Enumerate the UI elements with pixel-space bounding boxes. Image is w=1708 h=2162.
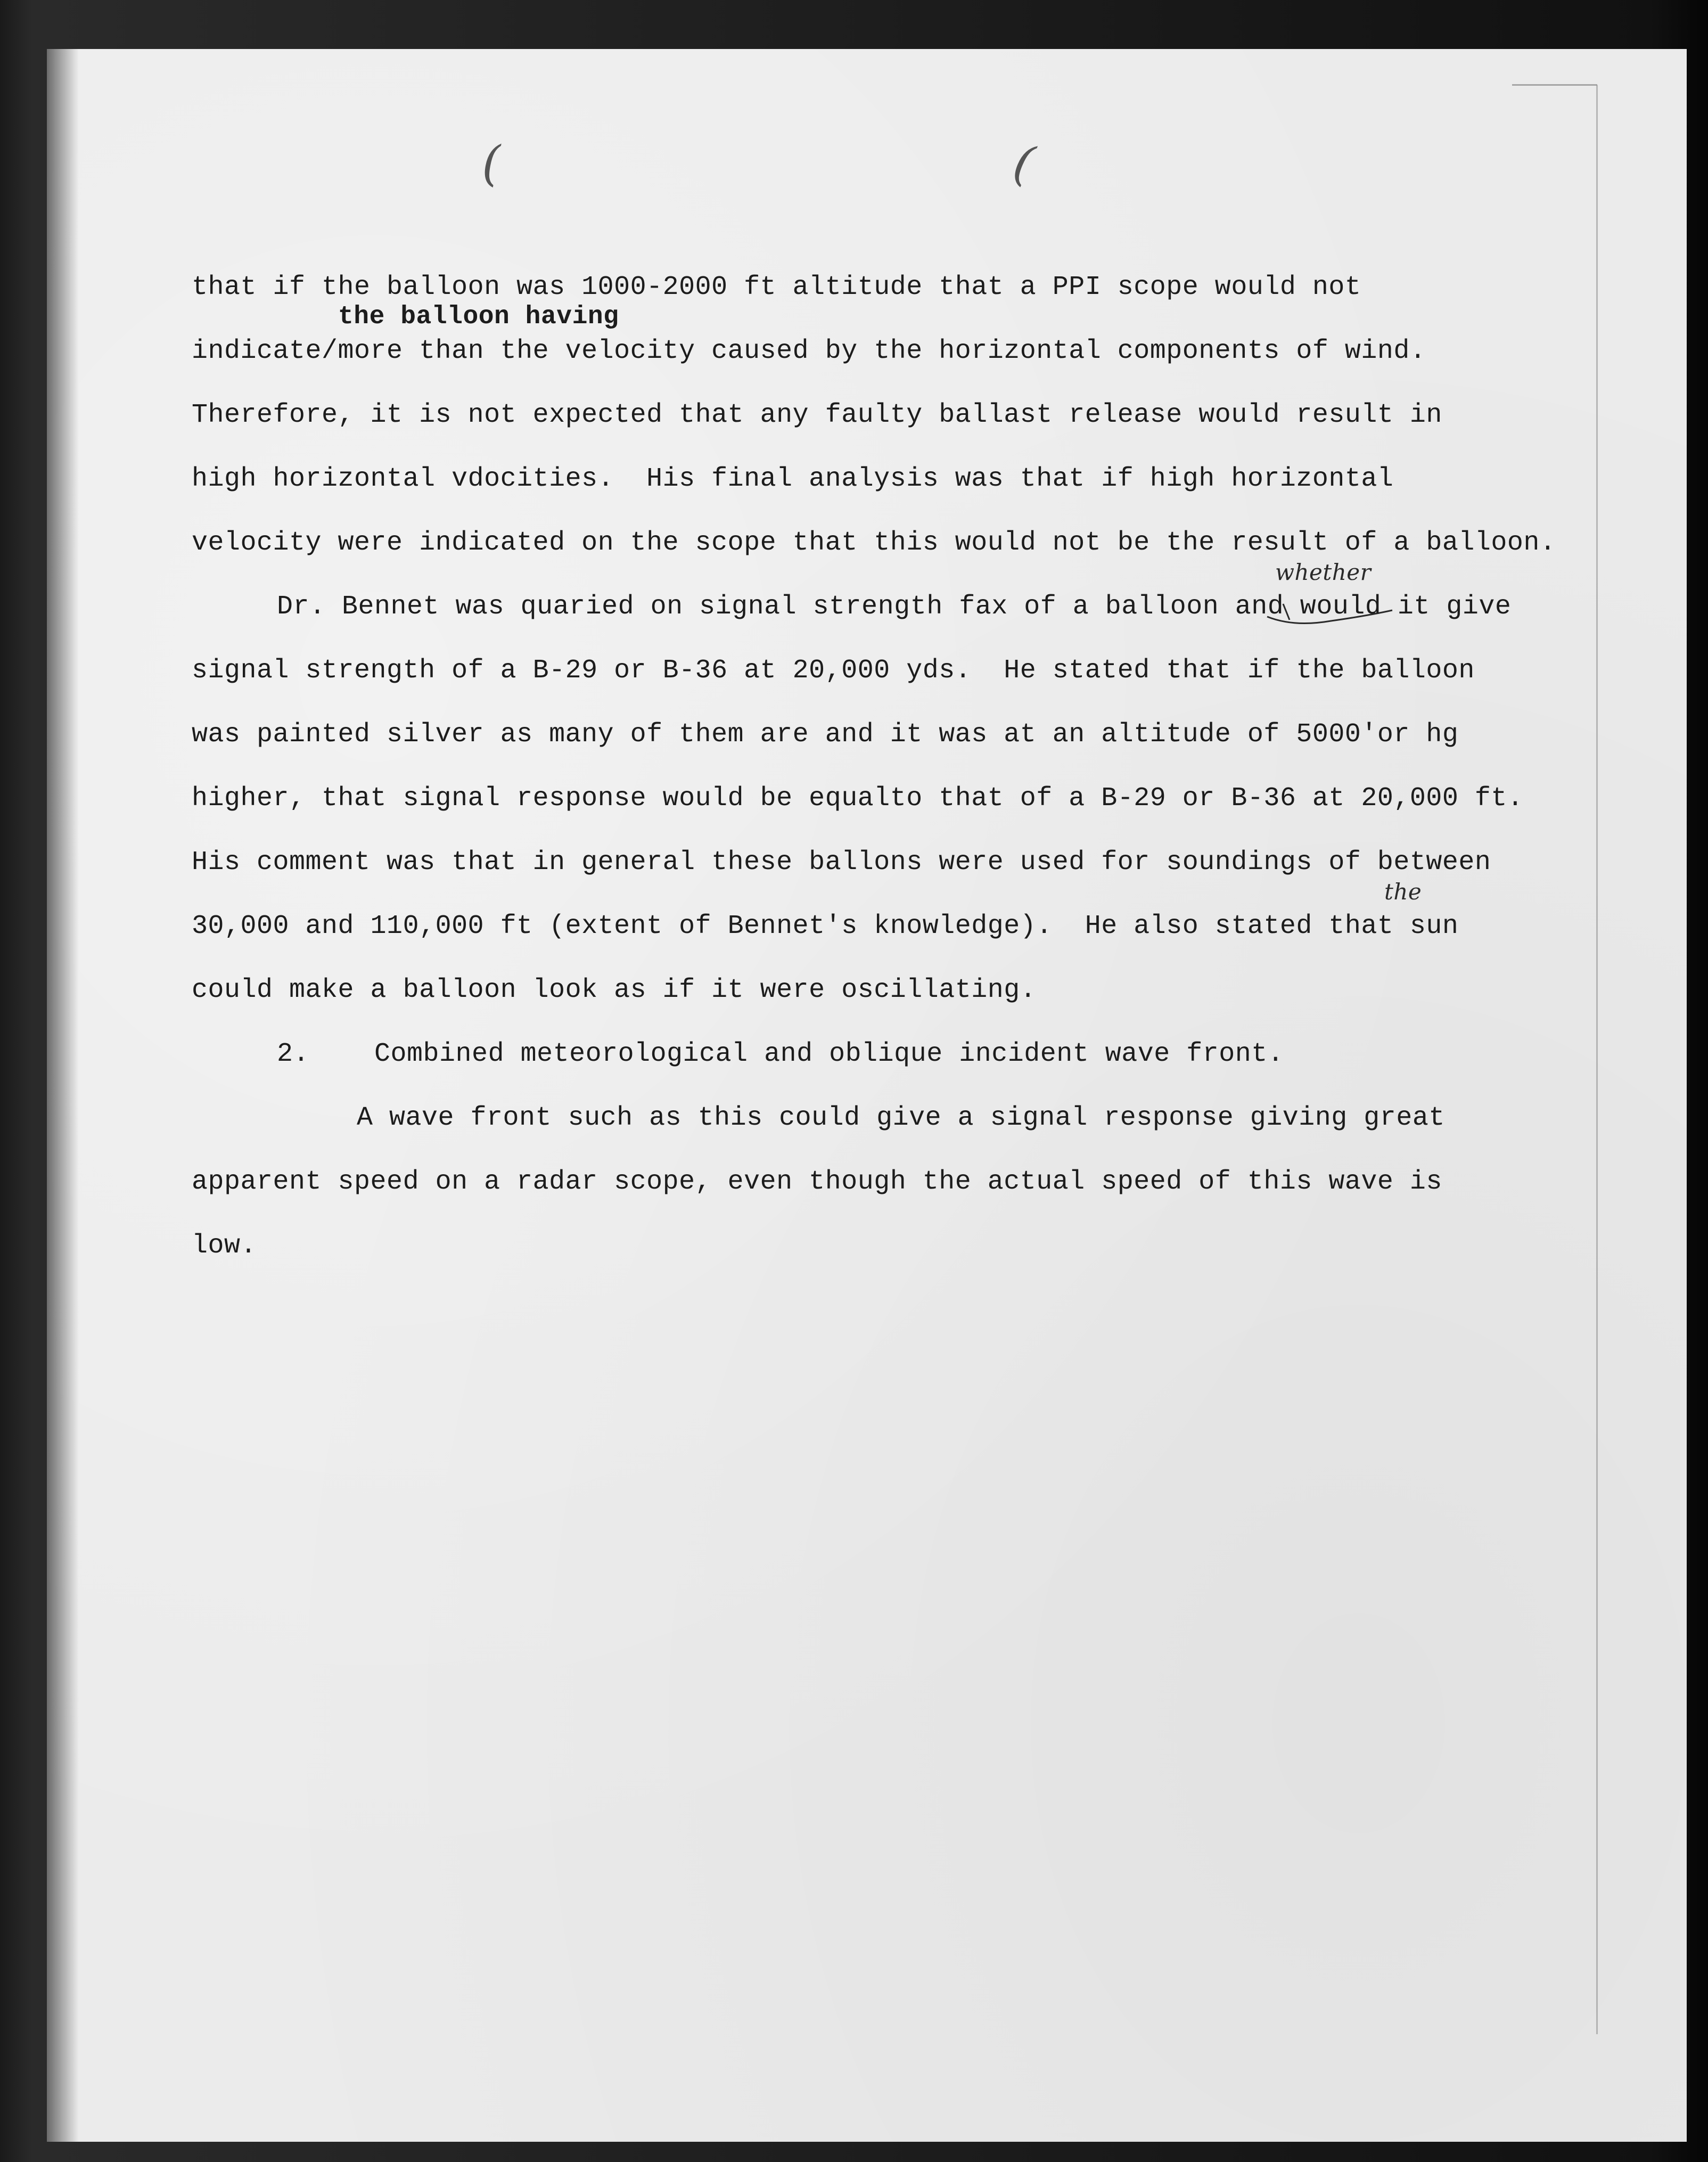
body-line-9: higher, that signal response would be equalto that of a B-29 or B-36 at 20,000 ft.	[192, 783, 1524, 814]
body-line-6: Dr. Bennet was quaried on signal strength fax of a balloon and would it give	[277, 592, 1512, 622]
body-line-13: A wave front such as this could give a signal response giving great	[357, 1103, 1445, 1133]
body-line-12: could make a balloon look as if it were oscillating.	[192, 975, 1037, 1005]
typed-interlineation: the balloon having	[338, 302, 619, 331]
body-line-8: was painted silver as many of them are and it was at an altitude of 5000'or hg	[192, 719, 1459, 750]
body-line-3: Therefore, it is not expected that any faulty ballast release would result in	[192, 400, 1442, 430]
page-margin-rule	[1596, 85, 1598, 2034]
body-line-2: indicate/more than the velocity caused by the horizontal components of wind.	[192, 336, 1426, 366]
body-line-14: apparent speed on a radar scope, even though the actual speed of this wave is	[192, 1167, 1442, 1197]
body-line-1: that if the balloon was 1000-2000 ft altitude that a PPI scope would not	[192, 272, 1361, 302]
body-line-5: velocity were indicated on the scope that this would not be the result of a balloon.	[192, 528, 1556, 558]
body-line-10: His comment was that in general these ballons were used for soundings of between	[192, 847, 1491, 878]
body-line-7: signal strength of a B-29 or B-36 at 20,000 yds. He stated that if the balloon	[192, 656, 1475, 686]
handwritten-whether: whether	[1275, 559, 1372, 585]
page-edge-shadow	[47, 49, 79, 2142]
page-corner-rule	[1512, 84, 1597, 86]
punch-mark-right: (	[1008, 134, 1039, 193]
body-line-4: high horizontal vdocities. His final analysis was that if high horizontal	[192, 464, 1394, 494]
body-line-15: low.	[192, 1231, 257, 1261]
punch-mark-left: (	[482, 136, 501, 192]
handwritten-the: the	[1384, 879, 1422, 905]
body-line-11: 30,000 and 110,000 ft (extent of Bennet's knowledge). He also stated that sun	[192, 911, 1459, 941]
section-heading: 2. Combined meteorological and oblique incident wave front.	[277, 1039, 1284, 1069]
